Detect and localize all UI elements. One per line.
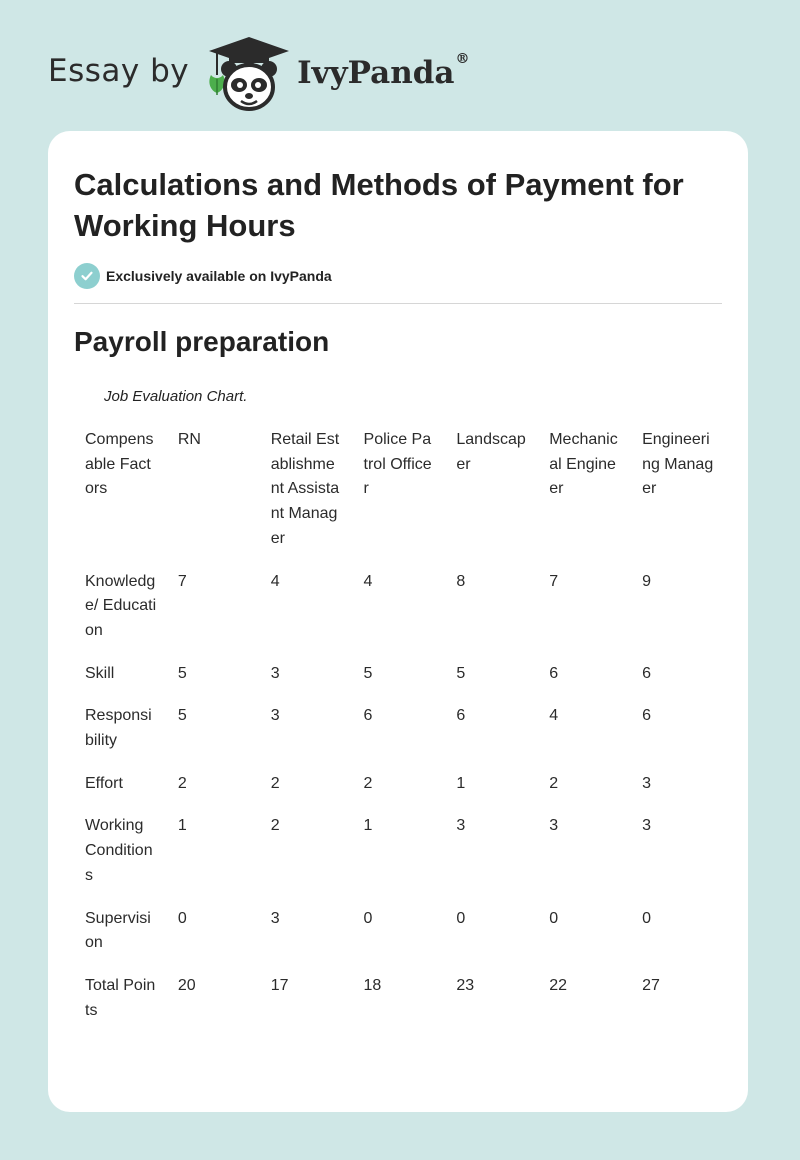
page-title: Calculations and Methods of Payment for Working Hours xyxy=(74,167,684,243)
table-cell: 5 xyxy=(456,664,466,682)
factor-label-cell: Skill xyxy=(85,664,115,682)
table-header-cell: Engineering Manager xyxy=(642,431,714,498)
table-body xyxy=(74,419,724,1032)
table-caption: Job Evaluation Chart. xyxy=(104,388,248,405)
table-cell: 7 xyxy=(177,572,187,590)
table-cell: 6 xyxy=(549,664,559,682)
section-title: Payroll preparation xyxy=(74,326,330,357)
factor-label-cell: Supervision xyxy=(85,909,151,952)
divider xyxy=(74,303,722,304)
table-cell: 3 xyxy=(456,817,466,835)
table-header-cell: RN xyxy=(177,431,201,448)
table-cell: 5 xyxy=(177,664,187,682)
table-cell: 1 xyxy=(177,817,187,835)
table-row xyxy=(74,763,724,806)
table-cell: 2 xyxy=(177,774,187,792)
table-row xyxy=(74,805,724,897)
table-cell: 6 xyxy=(642,664,651,682)
table-cell: 17 xyxy=(270,976,289,994)
table-cell: 3 xyxy=(549,817,559,835)
table-cell: 0 xyxy=(456,909,466,927)
table-cell: 5 xyxy=(363,664,373,682)
table-cell: 0 xyxy=(363,909,373,927)
factor-label-cell: Responsibility xyxy=(85,707,152,750)
table-cell: 4 xyxy=(363,572,373,590)
job-evaluation-table xyxy=(74,419,724,1032)
factor-label-cell: Effort xyxy=(85,774,123,792)
table-cell: 6 xyxy=(642,707,651,725)
table-cell: 1 xyxy=(363,817,373,835)
table-cell: 8 xyxy=(456,572,466,590)
table-cell: 4 xyxy=(270,572,280,590)
table-cell: 0 xyxy=(549,909,559,927)
table-cell: 2 xyxy=(363,774,373,792)
table-cell: 20 xyxy=(177,976,196,994)
table-row xyxy=(74,653,724,696)
table-cell: 3 xyxy=(270,909,280,927)
table-cell: 2 xyxy=(270,817,280,835)
table-header-cell: Retail Establishment Assistant Manager xyxy=(270,431,340,547)
table-row xyxy=(74,695,724,762)
table-cell: 3 xyxy=(270,707,280,725)
table-cell: 9 xyxy=(642,572,651,590)
exclusive-badge xyxy=(74,263,332,289)
table-cell: 3 xyxy=(270,664,280,682)
table-cell: 3 xyxy=(642,774,651,792)
table-cell: 0 xyxy=(177,909,187,927)
table-row xyxy=(74,965,724,1032)
table-cell: 7 xyxy=(549,572,559,590)
brand-prefix: Essay by xyxy=(48,53,190,89)
table-cell: 23 xyxy=(456,976,475,994)
table-cell: 5 xyxy=(177,707,187,725)
table-header-row xyxy=(74,419,724,561)
table-header-cell: Police Patrol Officer xyxy=(363,431,432,498)
table-cell: 18 xyxy=(363,976,382,994)
brand-name xyxy=(297,51,470,91)
table-cell: 1 xyxy=(456,774,466,792)
table-cell: 3 xyxy=(642,817,651,835)
table-header-cell: Mechanical Engineer xyxy=(549,431,618,498)
badge-text: Exclusively available on IvyPanda xyxy=(106,268,332,284)
check-circle-icon xyxy=(74,263,100,289)
table-cell: 4 xyxy=(549,707,559,725)
table-cell: 22 xyxy=(549,976,568,994)
table-cell: 27 xyxy=(642,976,660,994)
table-cell: 6 xyxy=(363,707,373,725)
factor-label-cell: Knowledge/ Education xyxy=(85,572,157,639)
table-row xyxy=(74,898,724,965)
table-row xyxy=(74,561,724,653)
registered-mark: ® xyxy=(455,51,470,67)
table-cell: 2 xyxy=(549,774,559,792)
table-cell: 2 xyxy=(270,774,280,792)
factor-label-cell: Total Points xyxy=(85,976,156,1019)
table-cell: 0 xyxy=(642,909,651,927)
table-header-cell: Compensable Factors xyxy=(85,431,154,498)
article-card xyxy=(48,131,748,1112)
brand-name-text: IvyPanda xyxy=(297,55,455,91)
site-header xyxy=(48,34,470,114)
factor-label-cell: Working Conditions xyxy=(85,817,153,884)
table-cell: 6 xyxy=(456,707,466,725)
panda-graduate-icon[interactable] xyxy=(203,35,295,113)
table-header-cell: Landscaper xyxy=(456,431,526,473)
